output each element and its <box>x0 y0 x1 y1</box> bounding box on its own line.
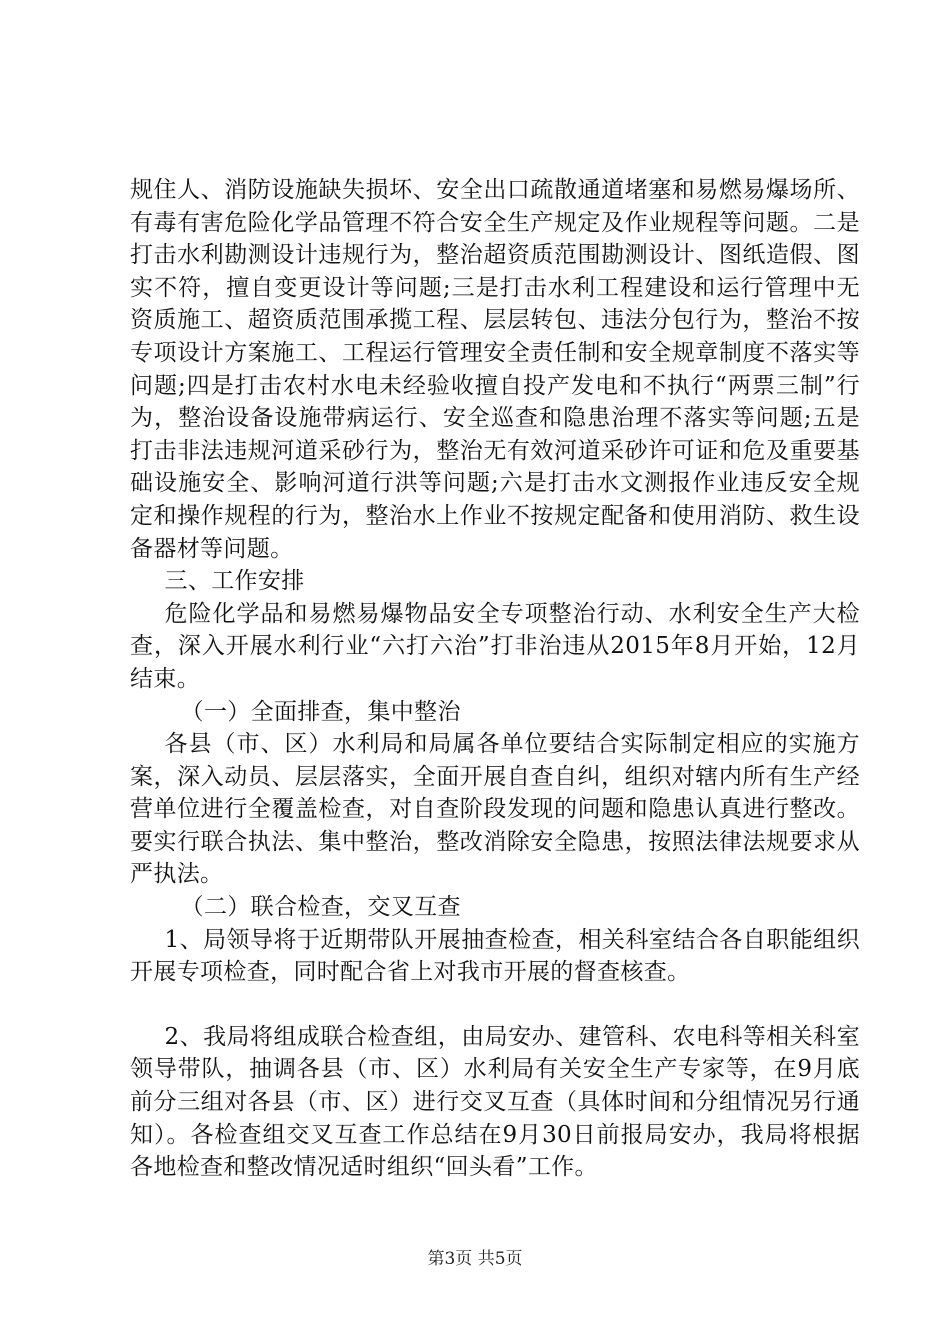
paragraph-spacer <box>130 989 860 1021</box>
subheading-1: （一）全面排查，集中整治 <box>180 698 461 725</box>
paragraph-sub-1: 各县（市、区）水利局和局属各单位要结合实际制定相应的实施方案，深入动员、层层落实，全面开展自查自纠，组织对辖内所有生产经营单位进行全覆盖检查，对自查阶段发现的问题和隐患认真进行整改。要实行联合执法、集中整治，整改消除安全隐患，按照法律法规要求从严执法。 <box>130 731 860 888</box>
paragraph-item-1: 1、局领导将于近期带队开展抽查检查，相关科室结合各自职能组织开展专项检查，同时配合省上对我市开展的督查核查。 <box>130 926 860 986</box>
paragraph-item-2: 2、我局将组成联合检查组，由局安办、建管科、农电科等相关科室领导带队，抽调各县（市、区）水利局有关安全生产专家等，在9月底前分三组对各县（市、区）进行交叉互查（具体时间和分组情况另行通知）。各检查组交叉互查工作总结在9月30日前报局安办，我局将根据各地检查和整改情况适时组织“回头看”工作。 <box>130 1023 860 1181</box>
paragraph-schedule: 危险化学品和易燃易爆物品安全专项整治行动、水利安全生产大检查，深入开展水利行业“六打六治”打非治违从2015年8月开始，12月结束。 <box>130 600 860 692</box>
paragraph-continuation: 规住人、消防设施缺失损坏、安全出口疏散通道堵塞和易燃易爆场所、有毒有害危险化学品管理不符合安全生产规定及作业规程等问题。二是打击水利勘测设计违规行为，整治超资质范围勘测设计、图纸造假、图实不符，擅自变更设计等问题;三是打击水利工程建设和运行管理中无资质施工、超资质范围承揽工程、层层转包、违法分包行为，整治不按专项设计方案施工、工程运行管理安全责任制和安全规章制度不落实等问题;四是打击农村水电未经验收擅自投产发电和不执行“两票三制”行为，整治设备设施带病运行、安全巡查和隐患治理不落实等问题;五是打击非法违规河道采砂行为，整治无有效河道采砂许可证和危及重要基础设施安全、影响河道行洪等问题;六是打击水文测报作业违反安全规定和操作规程的行为，整治水上作业不按规定配备和使用消防、救生设备器材等问题。 <box>130 177 860 562</box>
page-number-footer: 第3页 共5页 <box>427 1249 523 1269</box>
section-heading-3: 三、工作安排 <box>164 568 305 595</box>
document-body <box>130 174 860 1184</box>
subheading-2: （二）联合检查，交叉互查 <box>180 894 461 921</box>
